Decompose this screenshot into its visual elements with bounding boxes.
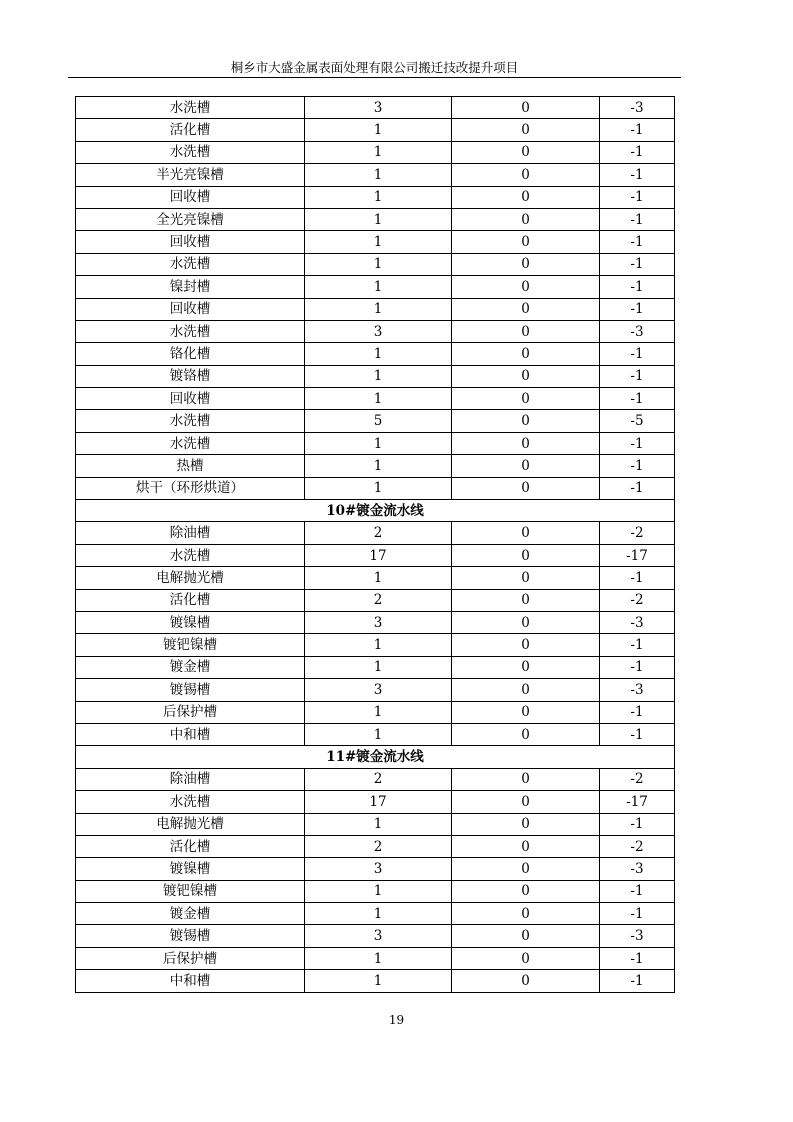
cell-quantity-a: 1 bbox=[305, 455, 452, 477]
table-row bbox=[76, 723, 675, 745]
section-header-row bbox=[76, 500, 675, 522]
cell-quantity-a: 1 bbox=[305, 343, 452, 365]
cell-equipment-name: 镍封槽 bbox=[76, 276, 305, 298]
cell-quantity-a: 1 bbox=[305, 298, 452, 320]
table-row bbox=[76, 141, 675, 163]
cell-quantity-a: 1 bbox=[305, 656, 452, 678]
cell-equipment-name: 镀铬槽 bbox=[76, 365, 305, 387]
cell-quantity-a: 5 bbox=[305, 410, 452, 432]
table-row bbox=[76, 276, 675, 298]
cell-equipment-name: 烘干（环形烘道） bbox=[76, 477, 305, 499]
cell-quantity-a: 2 bbox=[305, 522, 452, 544]
cell-change: -1 bbox=[600, 813, 675, 835]
cell-quantity-b: 0 bbox=[452, 634, 600, 656]
table-row bbox=[76, 231, 675, 253]
table-row bbox=[76, 768, 675, 790]
cell-change: -1 bbox=[600, 970, 675, 992]
cell-equipment-name: 电解抛光槽 bbox=[76, 813, 305, 835]
cell-change: -3 bbox=[600, 925, 675, 947]
table-row bbox=[76, 947, 675, 969]
cell-quantity-b: 0 bbox=[452, 141, 600, 163]
cell-quantity-a: 3 bbox=[305, 858, 452, 880]
cell-change: -1 bbox=[600, 119, 675, 141]
cell-quantity-b: 0 bbox=[452, 320, 600, 342]
cell-change: -1 bbox=[600, 298, 675, 320]
cell-quantity-b: 0 bbox=[452, 208, 600, 230]
cell-equipment-name: 镀镍槽 bbox=[76, 858, 305, 880]
cell-quantity-a: 1 bbox=[305, 903, 452, 925]
cell-equipment-name: 半光亮镍槽 bbox=[76, 164, 305, 186]
cell-equipment-name: 活化槽 bbox=[76, 835, 305, 857]
cell-quantity-b: 0 bbox=[452, 970, 600, 992]
cell-equipment-name: 水洗槽 bbox=[76, 253, 305, 275]
cell-quantity-a: 1 bbox=[305, 388, 452, 410]
cell-change: -1 bbox=[600, 365, 675, 387]
cell-quantity-a: 1 bbox=[305, 723, 452, 745]
table-row bbox=[76, 164, 675, 186]
cell-quantity-b: 0 bbox=[452, 611, 600, 633]
cell-quantity-a: 1 bbox=[305, 141, 452, 163]
table-row bbox=[76, 611, 675, 633]
cell-equipment-name: 回收槽 bbox=[76, 231, 305, 253]
cell-equipment-name: 镀锡槽 bbox=[76, 679, 305, 701]
cell-quantity-b: 0 bbox=[452, 858, 600, 880]
cell-equipment-name: 除油槽 bbox=[76, 768, 305, 790]
cell-quantity-a: 1 bbox=[305, 253, 452, 275]
cell-change: -1 bbox=[600, 567, 675, 589]
cell-quantity-b: 0 bbox=[452, 410, 600, 432]
cell-change: -1 bbox=[600, 208, 675, 230]
table-row bbox=[76, 119, 675, 141]
table-row bbox=[76, 477, 675, 499]
cell-quantity-a: 1 bbox=[305, 813, 452, 835]
cell-quantity-b: 0 bbox=[452, 656, 600, 678]
cell-change: -1 bbox=[600, 164, 675, 186]
cell-change: -1 bbox=[600, 701, 675, 723]
cell-quantity-b: 0 bbox=[452, 365, 600, 387]
cell-change: -1 bbox=[600, 455, 675, 477]
cell-change: -1 bbox=[600, 231, 675, 253]
cell-equipment-name: 水洗槽 bbox=[76, 320, 305, 342]
table-row bbox=[76, 701, 675, 723]
cell-change: -5 bbox=[600, 410, 675, 432]
cell-quantity-a: 1 bbox=[305, 477, 452, 499]
cell-quantity-b: 0 bbox=[452, 791, 600, 813]
cell-equipment-name: 电解抛光槽 bbox=[76, 567, 305, 589]
cell-quantity-b: 0 bbox=[452, 903, 600, 925]
cell-quantity-b: 0 bbox=[452, 164, 600, 186]
table-row bbox=[76, 925, 675, 947]
table-row bbox=[76, 410, 675, 432]
cell-quantity-b: 0 bbox=[452, 589, 600, 611]
cell-quantity-b: 0 bbox=[452, 768, 600, 790]
table-row bbox=[76, 791, 675, 813]
cell-quantity-b: 0 bbox=[452, 679, 600, 701]
cell-equipment-name: 镀钯镍槽 bbox=[76, 880, 305, 902]
cell-quantity-a: 1 bbox=[305, 880, 452, 902]
cell-change: -1 bbox=[600, 253, 675, 275]
cell-quantity-b: 0 bbox=[452, 880, 600, 902]
cell-quantity-a: 3 bbox=[305, 925, 452, 947]
cell-quantity-a: 1 bbox=[305, 365, 452, 387]
cell-equipment-name: 中和槽 bbox=[76, 723, 305, 745]
section-header-row bbox=[76, 746, 675, 768]
cell-equipment-name: 回收槽 bbox=[76, 186, 305, 208]
cell-quantity-b: 0 bbox=[452, 455, 600, 477]
cell-quantity-b: 0 bbox=[452, 432, 600, 454]
section-title: 10#镀金流水线 bbox=[76, 500, 675, 522]
table-row bbox=[76, 903, 675, 925]
cell-quantity-a: 3 bbox=[305, 679, 452, 701]
cell-equipment-name: 热槽 bbox=[76, 455, 305, 477]
cell-change: -3 bbox=[600, 97, 675, 119]
table-row bbox=[76, 589, 675, 611]
cell-quantity-b: 0 bbox=[452, 835, 600, 857]
cell-change: -17 bbox=[600, 791, 675, 813]
table-row bbox=[76, 186, 675, 208]
cell-quantity-a: 1 bbox=[305, 947, 452, 969]
cell-quantity-b: 0 bbox=[452, 343, 600, 365]
table-row bbox=[76, 455, 675, 477]
cell-change: -1 bbox=[600, 723, 675, 745]
cell-change: -3 bbox=[600, 611, 675, 633]
cell-change: -1 bbox=[600, 141, 675, 163]
cell-quantity-a: 1 bbox=[305, 208, 452, 230]
cell-equipment-name: 水洗槽 bbox=[76, 544, 305, 566]
cell-equipment-name: 活化槽 bbox=[76, 589, 305, 611]
table-row bbox=[76, 813, 675, 835]
cell-change: -3 bbox=[600, 679, 675, 701]
equipment-table-body bbox=[76, 97, 675, 993]
cell-change: -1 bbox=[600, 432, 675, 454]
cell-quantity-b: 0 bbox=[452, 119, 600, 141]
cell-quantity-a: 1 bbox=[305, 970, 452, 992]
cell-equipment-name: 镀金槽 bbox=[76, 903, 305, 925]
table-row bbox=[76, 365, 675, 387]
cell-quantity-b: 0 bbox=[452, 477, 600, 499]
cell-quantity-b: 0 bbox=[452, 813, 600, 835]
cell-quantity-a: 3 bbox=[305, 97, 452, 119]
cell-quantity-a: 1 bbox=[305, 164, 452, 186]
cell-change: -3 bbox=[600, 320, 675, 342]
page-header-title: 桐乡市大盛金属表面处理有限公司搬迁技改提升项目 bbox=[230, 60, 519, 75]
cell-change: -1 bbox=[600, 656, 675, 678]
table-row bbox=[76, 208, 675, 230]
cell-quantity-a: 1 bbox=[305, 634, 452, 656]
cell-quantity-b: 0 bbox=[452, 97, 600, 119]
table-row bbox=[76, 522, 675, 544]
section-title: 11#镀金流水线 bbox=[76, 746, 675, 768]
cell-change: -1 bbox=[600, 903, 675, 925]
cell-equipment-name: 镀镍槽 bbox=[76, 611, 305, 633]
page-number: 19 bbox=[388, 1013, 405, 1027]
cell-equipment-name: 后保护槽 bbox=[76, 701, 305, 723]
cell-equipment-name: 水洗槽 bbox=[76, 141, 305, 163]
cell-equipment-name: 水洗槽 bbox=[76, 97, 305, 119]
equipment-table bbox=[75, 96, 675, 993]
cell-equipment-name: 水洗槽 bbox=[76, 432, 305, 454]
cell-quantity-a: 17 bbox=[305, 791, 452, 813]
cell-equipment-name: 后保护槽 bbox=[76, 947, 305, 969]
cell-quantity-b: 0 bbox=[452, 701, 600, 723]
table-row bbox=[76, 835, 675, 857]
cell-quantity-a: 17 bbox=[305, 544, 452, 566]
cell-quantity-b: 0 bbox=[452, 947, 600, 969]
cell-change: -1 bbox=[600, 343, 675, 365]
table-row bbox=[76, 432, 675, 454]
cell-equipment-name: 镀锡槽 bbox=[76, 925, 305, 947]
cell-quantity-b: 0 bbox=[452, 567, 600, 589]
table-row bbox=[76, 880, 675, 902]
cell-quantity-b: 0 bbox=[452, 925, 600, 947]
table-row bbox=[76, 858, 675, 880]
cell-equipment-name: 中和槽 bbox=[76, 970, 305, 992]
cell-quantity-a: 2 bbox=[305, 589, 452, 611]
table-row bbox=[76, 97, 675, 119]
table-row bbox=[76, 298, 675, 320]
cell-quantity-b: 0 bbox=[452, 186, 600, 208]
cell-quantity-b: 0 bbox=[452, 298, 600, 320]
cell-change: -1 bbox=[600, 276, 675, 298]
cell-quantity-a: 1 bbox=[305, 701, 452, 723]
table-row bbox=[76, 679, 675, 701]
table-row bbox=[76, 253, 675, 275]
cell-change: -2 bbox=[600, 768, 675, 790]
cell-equipment-name: 铬化槽 bbox=[76, 343, 305, 365]
table-row bbox=[76, 343, 675, 365]
cell-quantity-a: 2 bbox=[305, 835, 452, 857]
cell-quantity-b: 0 bbox=[452, 388, 600, 410]
cell-quantity-b: 0 bbox=[452, 276, 600, 298]
cell-quantity-a: 1 bbox=[305, 186, 452, 208]
cell-quantity-a: 1 bbox=[305, 567, 452, 589]
table-row bbox=[76, 388, 675, 410]
cell-change: -17 bbox=[600, 544, 675, 566]
cell-change: -1 bbox=[600, 947, 675, 969]
cell-change: -1 bbox=[600, 186, 675, 208]
table-row bbox=[76, 320, 675, 342]
cell-quantity-a: 1 bbox=[305, 276, 452, 298]
cell-change: -2 bbox=[600, 589, 675, 611]
cell-equipment-name: 除油槽 bbox=[76, 522, 305, 544]
cell-quantity-a: 2 bbox=[305, 768, 452, 790]
cell-quantity-a: 3 bbox=[305, 320, 452, 342]
cell-equipment-name: 回收槽 bbox=[76, 298, 305, 320]
cell-quantity-a: 1 bbox=[305, 231, 452, 253]
table-row bbox=[76, 970, 675, 992]
cell-change: -3 bbox=[600, 858, 675, 880]
cell-quantity-a: 1 bbox=[305, 432, 452, 454]
cell-quantity-a: 1 bbox=[305, 119, 452, 141]
table-row bbox=[76, 656, 675, 678]
cell-equipment-name: 水洗槽 bbox=[76, 410, 305, 432]
cell-change: -1 bbox=[600, 388, 675, 410]
cell-quantity-b: 0 bbox=[452, 522, 600, 544]
cell-change: -1 bbox=[600, 634, 675, 656]
cell-change: -1 bbox=[600, 477, 675, 499]
header-divider bbox=[68, 77, 681, 78]
cell-equipment-name: 镀钯镍槽 bbox=[76, 634, 305, 656]
table-row bbox=[76, 634, 675, 656]
cell-quantity-a: 3 bbox=[305, 611, 452, 633]
cell-equipment-name: 回收槽 bbox=[76, 388, 305, 410]
cell-change: -1 bbox=[600, 880, 675, 902]
cell-change: -2 bbox=[600, 522, 675, 544]
cell-equipment-name: 全光亮镍槽 bbox=[76, 208, 305, 230]
table-row bbox=[76, 567, 675, 589]
cell-quantity-b: 0 bbox=[452, 544, 600, 566]
cell-quantity-b: 0 bbox=[452, 231, 600, 253]
cell-change: -2 bbox=[600, 835, 675, 857]
cell-equipment-name: 活化槽 bbox=[76, 119, 305, 141]
cell-equipment-name: 水洗槽 bbox=[76, 791, 305, 813]
cell-quantity-b: 0 bbox=[452, 253, 600, 275]
cell-quantity-b: 0 bbox=[452, 723, 600, 745]
table-row bbox=[76, 544, 675, 566]
cell-equipment-name: 镀金槽 bbox=[76, 656, 305, 678]
